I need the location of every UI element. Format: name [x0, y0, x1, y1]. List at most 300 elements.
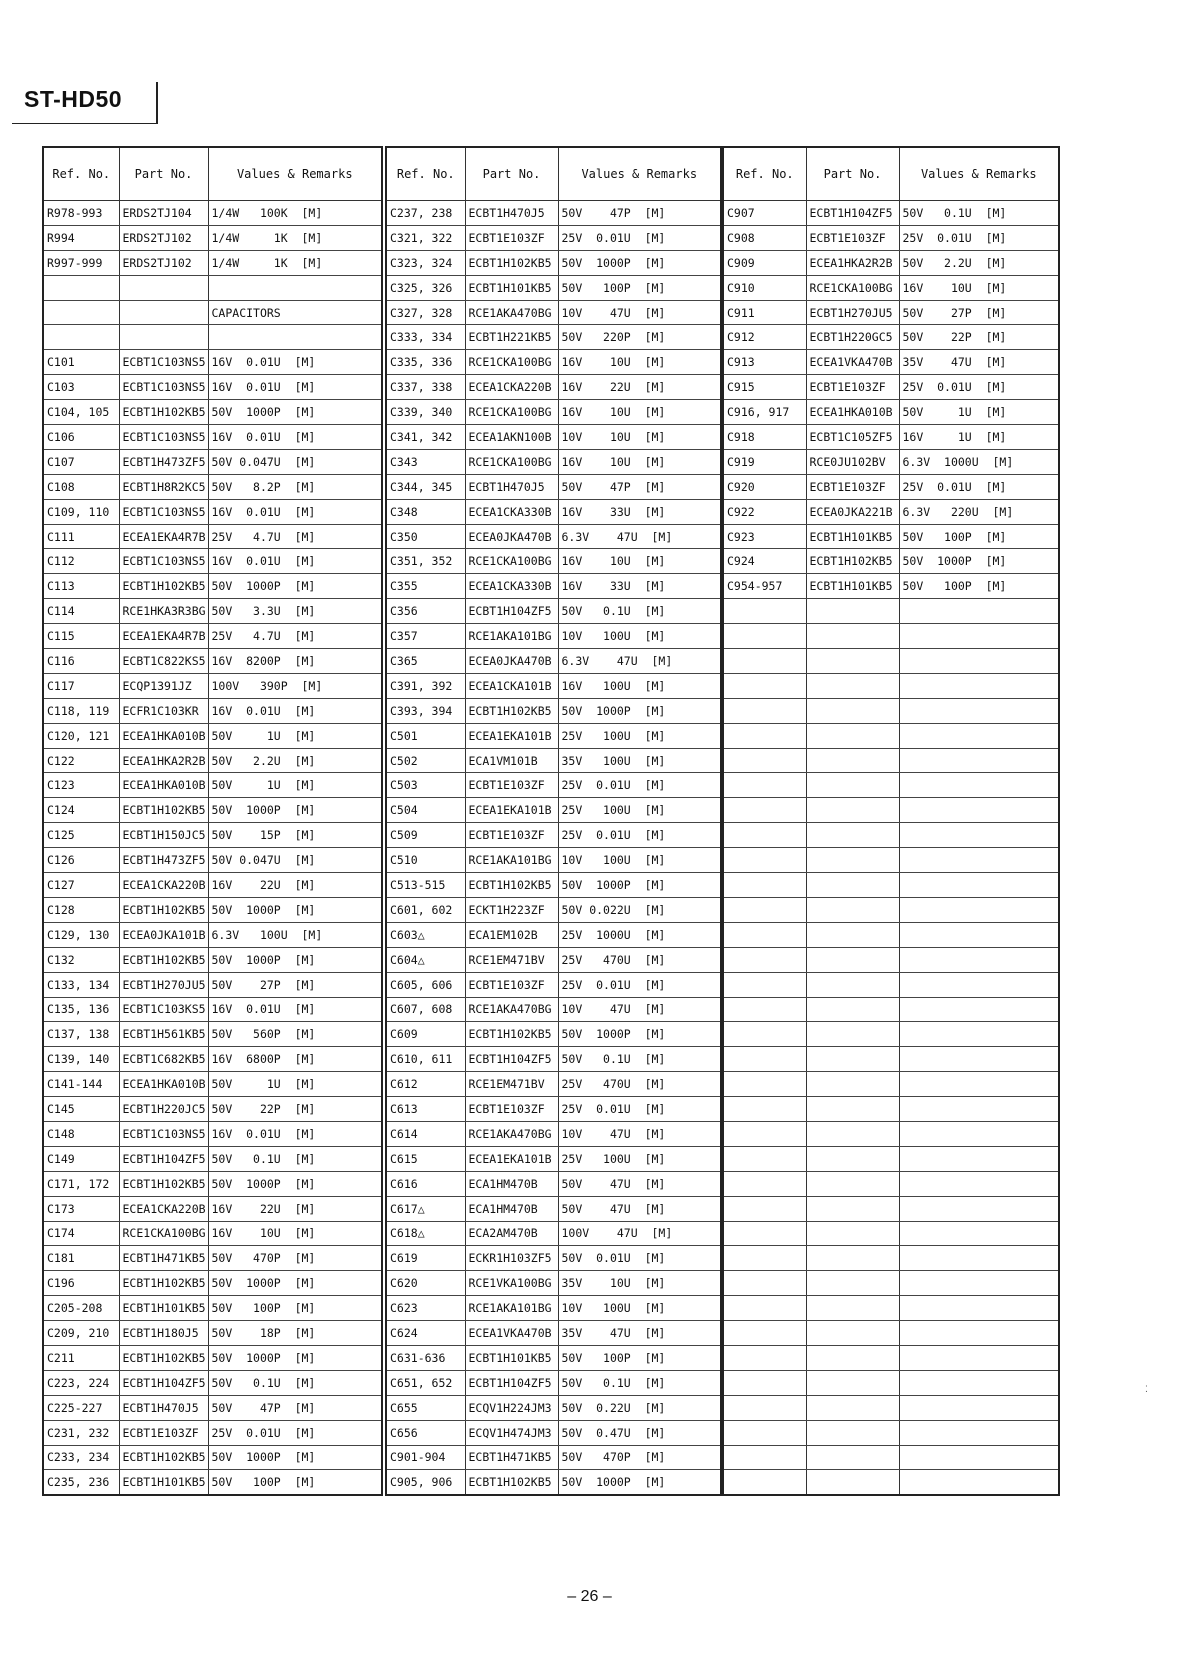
values-cell: 25V 0.01U [M]	[558, 225, 721, 250]
ref-no-cell	[723, 1221, 806, 1246]
table-row	[386, 624, 721, 649]
values-cell: 50V 100P [M]	[208, 1296, 382, 1321]
ref-no-cell: C501	[386, 723, 465, 748]
values-cell: 25V 100U [M]	[558, 1146, 721, 1171]
ref-no-cell: C350	[386, 524, 465, 549]
table-row	[723, 275, 1059, 300]
values-cell	[899, 1171, 1059, 1196]
ref-no-cell: C111	[43, 524, 119, 549]
table-row	[723, 225, 1059, 250]
table-row	[43, 947, 382, 972]
part-no-cell: ECBT1H102KB5	[119, 574, 208, 599]
ref-no-cell: C503	[386, 773, 465, 798]
table-row	[723, 1271, 1059, 1296]
table-row	[723, 1370, 1059, 1395]
ref-no-cell: C911	[723, 300, 806, 325]
ref-no-cell: C604△	[386, 947, 465, 972]
ref-no-cell: R994	[43, 225, 119, 250]
values-cell	[899, 922, 1059, 947]
table-row	[43, 499, 382, 524]
table-row	[43, 524, 382, 549]
ref-no-cell: C233, 234	[43, 1445, 119, 1470]
table-row	[43, 972, 382, 997]
part-no-cell	[806, 673, 899, 698]
table-row	[43, 1097, 382, 1122]
model-title: ST-HD50	[24, 86, 123, 112]
ref-no-cell: C123	[43, 773, 119, 798]
values-cell: 25V 1000U [M]	[558, 922, 721, 947]
table-row	[43, 624, 382, 649]
part-no-cell	[806, 1345, 899, 1370]
table-row	[723, 300, 1059, 325]
table-row	[43, 1171, 382, 1196]
ref-no-cell: C231, 232	[43, 1420, 119, 1445]
values-cell	[899, 1296, 1059, 1321]
part-no-cell: ECBT1H104ZF5	[465, 1370, 558, 1395]
ref-no-cell	[723, 897, 806, 922]
values-cell	[899, 698, 1059, 723]
values-cell: 16V 0.01U [M]	[208, 375, 382, 400]
ref-no-cell: C357	[386, 624, 465, 649]
ref-no-cell: C115	[43, 624, 119, 649]
part-no-cell: ECA1VM101B	[465, 748, 558, 773]
part-no-cell	[806, 1395, 899, 1420]
values-cell: 50V 1000P [M]	[208, 400, 382, 425]
part-no-cell: ECEA1EKA4R7B	[119, 524, 208, 549]
ref-no-cell: C104, 105	[43, 400, 119, 425]
table-row	[723, 972, 1059, 997]
ref-no-cell: C620	[386, 1271, 465, 1296]
table-row	[43, 798, 382, 823]
part-no-cell	[806, 599, 899, 624]
part-no-cell: ECBT1C682KB5	[119, 1047, 208, 1072]
part-no-cell: ECBT1H102KB5	[119, 400, 208, 425]
values-cell: 1/4W 1K [M]	[208, 225, 382, 250]
ref-no-cell	[723, 1072, 806, 1097]
table-row	[723, 673, 1059, 698]
table-row	[723, 698, 1059, 723]
table-row	[43, 599, 382, 624]
ref-no-cell: C919	[723, 449, 806, 474]
values-cell: 50V 100P [M]	[558, 275, 721, 300]
table-row	[723, 748, 1059, 773]
ref-no-cell	[723, 997, 806, 1022]
values-cell: 16V 100U [M]	[558, 673, 721, 698]
part-no-cell: ECEA1VKA470B	[465, 1321, 558, 1346]
values-cell	[208, 275, 382, 300]
table-row	[723, 649, 1059, 674]
part-no-cell: ECBT1C103NS5	[119, 1121, 208, 1146]
part-no-cell: RCE1AKA101BG	[465, 1296, 558, 1321]
values-cell	[899, 748, 1059, 773]
ref-no-cell: C141-144	[43, 1072, 119, 1097]
values-cell: 16V 8200P [M]	[208, 649, 382, 674]
part-no-cell: RCE1CKA100BG	[806, 275, 899, 300]
values-cell	[899, 1121, 1059, 1146]
values-cell: 25V 0.01U [M]	[899, 225, 1059, 250]
table-row	[723, 1171, 1059, 1196]
values-cell: 50V 1000P [M]	[208, 897, 382, 922]
part-no-cell	[806, 1445, 899, 1470]
values-cell	[899, 873, 1059, 898]
table-row	[723, 574, 1059, 599]
table-row	[723, 201, 1059, 226]
part-no-cell: ECEA1CKA330B	[465, 499, 558, 524]
table-row	[386, 1296, 721, 1321]
values-cell: 16V 0.01U [M]	[208, 425, 382, 450]
ref-no-cell: C356	[386, 599, 465, 624]
table-row	[723, 997, 1059, 1022]
part-no-cell: ECEA1CKA330B	[465, 574, 558, 599]
values-cell: 50V 470P [M]	[558, 1445, 721, 1470]
part-no-cell: ECEA1HKA010B	[806, 400, 899, 425]
values-cell: 50V 0.1U [M]	[208, 1370, 382, 1395]
part-no-cell: RCE1AKA470BG	[465, 300, 558, 325]
part-no-cell: ERDS2TJ104	[119, 201, 208, 226]
part-no-cell: ECQV1H224JM3	[465, 1395, 558, 1420]
table-row	[43, 275, 382, 300]
part-no-cell: ECA1HM470B	[465, 1171, 558, 1196]
ref-no-cell	[723, 1470, 806, 1495]
ref-no-cell: C341, 342	[386, 425, 465, 450]
table-row	[43, 848, 382, 873]
values-cell	[899, 1221, 1059, 1246]
values-cell	[899, 1196, 1059, 1221]
parts-table-left	[42, 146, 383, 1496]
table-row	[386, 375, 721, 400]
ref-no-cell	[723, 1296, 806, 1321]
table-row	[386, 1121, 721, 1146]
table-row	[386, 698, 721, 723]
values-cell: 50V 47P [M]	[208, 1395, 382, 1420]
part-no-cell	[806, 1146, 899, 1171]
part-no-cell: ECEA1EKA101B	[465, 798, 558, 823]
table-row	[723, 375, 1059, 400]
values-cell: 10V 100U [M]	[558, 1296, 721, 1321]
part-no-cell	[806, 823, 899, 848]
values-cell: 10V 100U [M]	[558, 848, 721, 873]
part-no-cell: RCE1CKA100BG	[465, 400, 558, 425]
table-row	[723, 1221, 1059, 1246]
ref-no-cell	[723, 848, 806, 873]
part-no-cell: ECBT1H102KB5	[465, 250, 558, 275]
table-row	[723, 250, 1059, 275]
part-no-cell: ECEA1CKA101B	[465, 673, 558, 698]
table-row	[386, 1345, 721, 1370]
table-row	[386, 599, 721, 624]
part-no-cell: RCE1AKA101BG	[465, 624, 558, 649]
values-cell: 25V 0.01U [M]	[558, 1097, 721, 1122]
values-cell: 16V 0.01U [M]	[208, 499, 382, 524]
part-no-cell: RCE1AKA101BG	[465, 848, 558, 873]
ref-no-cell: C149	[43, 1146, 119, 1171]
part-no-cell: ECBT1H102KB5	[806, 549, 899, 574]
table-row	[43, 897, 382, 922]
part-no-cell	[806, 748, 899, 773]
part-no-cell: ECBT1E103ZF	[465, 773, 558, 798]
values-cell: 1/4W 1K [M]	[208, 250, 382, 275]
part-no-cell	[806, 873, 899, 898]
values-cell: 16V 0.01U [M]	[208, 549, 382, 574]
values-cell: 50V 560P [M]	[208, 1022, 382, 1047]
values-cell: 50V 0.022U [M]	[558, 897, 721, 922]
part-no-cell: ECBT1H104ZF5	[465, 1047, 558, 1072]
values-cell: 10V 100U [M]	[558, 624, 721, 649]
table-row	[723, 1196, 1059, 1221]
part-no-cell: ECEA1CKA220B	[119, 1196, 208, 1221]
values-cell	[899, 649, 1059, 674]
ref-no-cell: C135, 136	[43, 997, 119, 1022]
part-no-cell: ECBT1H102KB5	[119, 798, 208, 823]
table-row	[43, 1271, 382, 1296]
part-no-cell: ECEA1VKA470B	[806, 350, 899, 375]
values-cell: 50V 1000P [M]	[208, 798, 382, 823]
ref-no-cell: C114	[43, 599, 119, 624]
part-no-cell	[806, 698, 899, 723]
ref-no-cell: C126	[43, 848, 119, 873]
ref-no-cell: C607, 608	[386, 997, 465, 1022]
part-no-cell: ECEA0JKA470B	[465, 649, 558, 674]
table-row	[43, 1196, 382, 1221]
ref-no-cell: C129, 130	[43, 922, 119, 947]
part-no-cell: ECBT1H473ZF5	[119, 449, 208, 474]
values-cell: 50V 0.1U [M]	[558, 1370, 721, 1395]
values-cell: 50V 0.1U [M]	[558, 599, 721, 624]
part-no-cell: ERDS2TJ102	[119, 250, 208, 275]
part-no-cell: ECEA1EKA101B	[465, 1146, 558, 1171]
ref-no-cell: C196	[43, 1271, 119, 1296]
ref-no-cell: C391, 392	[386, 673, 465, 698]
part-no-cell: ECKT1H223ZF	[465, 897, 558, 922]
part-no-cell: ECBT1H102KB5	[119, 1445, 208, 1470]
ref-no-cell: C502	[386, 748, 465, 773]
part-no-cell: RCE1CKA100BG	[465, 449, 558, 474]
ref-no-cell: C909	[723, 250, 806, 275]
values-cell: 50V 15P [M]	[208, 823, 382, 848]
ref-no-cell: C125	[43, 823, 119, 848]
table-row	[723, 325, 1059, 350]
table-row	[386, 524, 721, 549]
part-no-cell: ECBT1H101KB5	[465, 275, 558, 300]
table-row	[386, 1246, 721, 1271]
ref-no-cell	[43, 275, 119, 300]
part-no-cell: ECBT1H102KB5	[465, 1022, 558, 1047]
ref-no-cell: C901-904	[386, 1445, 465, 1470]
table-row	[43, 748, 382, 773]
table-row	[43, 1321, 382, 1346]
table-row	[386, 897, 721, 922]
values-cell: 50V 1000P [M]	[558, 873, 721, 898]
table-row	[386, 574, 721, 599]
table-row	[43, 325, 382, 350]
table-row	[386, 947, 721, 972]
part-no-cell: ECQV1H474JM3	[465, 1420, 558, 1445]
ref-no-cell	[723, 1445, 806, 1470]
part-no-cell: RCE0JU102BV	[806, 449, 899, 474]
values-cell: 25V 0.01U [M]	[899, 474, 1059, 499]
values-cell: 50V 1000P [M]	[558, 250, 721, 275]
part-no-cell: ECBT1H104ZF5	[119, 1146, 208, 1171]
table-row	[386, 1146, 721, 1171]
part-no-cell: ECBT1C103NS5	[119, 375, 208, 400]
values-cell: 100V 47U [M]	[558, 1221, 721, 1246]
table-row	[386, 1097, 721, 1122]
table-row	[386, 400, 721, 425]
ref-no-cell: C339, 340	[386, 400, 465, 425]
ref-no-cell: C915	[723, 375, 806, 400]
part-no-cell: ECBT1E103ZF	[465, 972, 558, 997]
table-row	[43, 1470, 382, 1495]
values-cell	[899, 798, 1059, 823]
table-row	[43, 1296, 382, 1321]
ref-no-cell: C355	[386, 574, 465, 599]
ref-no-cell: C923	[723, 524, 806, 549]
ref-no-cell	[723, 823, 806, 848]
ref-no-cell: C605, 606	[386, 972, 465, 997]
values-cell	[899, 1047, 1059, 1072]
table-row	[43, 723, 382, 748]
part-no-cell	[806, 649, 899, 674]
ref-no-cell: C614	[386, 1121, 465, 1146]
part-no-cell: ECBT1C103KS5	[119, 997, 208, 1022]
ref-no-cell: C103	[43, 375, 119, 400]
part-no-cell	[806, 897, 899, 922]
table-row	[43, 1072, 382, 1097]
part-no-cell	[806, 1196, 899, 1221]
table-row	[723, 400, 1059, 425]
values-cell: 10V 47U [M]	[558, 1121, 721, 1146]
table-row	[386, 649, 721, 674]
ref-no-cell	[723, 1345, 806, 1370]
part-no-cell	[806, 1047, 899, 1072]
table-row	[723, 549, 1059, 574]
values-cell: 50V 0.47U [M]	[558, 1420, 721, 1445]
table-row	[723, 873, 1059, 898]
part-no-cell: ECBT1C103NS5	[119, 350, 208, 375]
ref-no-cell: C609	[386, 1022, 465, 1047]
table-row	[43, 225, 382, 250]
ref-no-cell: C124	[43, 798, 119, 823]
table-row	[43, 300, 382, 325]
part-no-cell: ECEA1CKA220B	[119, 873, 208, 898]
values-cell: 10V 47U [M]	[558, 997, 721, 1022]
ref-no-cell	[43, 300, 119, 325]
values-cell: 25V 0.01U [M]	[558, 972, 721, 997]
values-cell: 25V 100U [M]	[558, 798, 721, 823]
table-row	[723, 773, 1059, 798]
table-row	[723, 599, 1059, 624]
part-no-cell	[119, 300, 208, 325]
ref-no-cell	[723, 649, 806, 674]
values-cell: 16V 22U [M]	[208, 1196, 382, 1221]
part-no-cell: ECBT1H102KB5	[119, 1271, 208, 1296]
part-no-cell: ECBT1H101KB5	[119, 1296, 208, 1321]
part-no-cell	[806, 773, 899, 798]
table-row	[386, 673, 721, 698]
table-row	[723, 1072, 1059, 1097]
table-row	[386, 1445, 721, 1470]
part-no-cell: ECBT1H270JU5	[119, 972, 208, 997]
table-row	[386, 275, 721, 300]
ref-no-cell: C337, 338	[386, 375, 465, 400]
ref-no-cell: C601, 602	[386, 897, 465, 922]
values-cell: 6.3V 220U [M]	[899, 499, 1059, 524]
ref-no-header: Ref. No.	[723, 147, 806, 201]
table-row	[43, 1146, 382, 1171]
part-no-cell: ECBT1H104ZF5	[806, 201, 899, 226]
part-no-cell: ECBT1H221KB5	[465, 325, 558, 350]
part-no-cell: ECFR1C103KR	[119, 698, 208, 723]
part-no-cell: ECBT1H220JC5	[119, 1097, 208, 1122]
values-cell: 16V 1U [M]	[899, 425, 1059, 450]
part-no-cell	[806, 997, 899, 1022]
ref-no-cell: C619	[386, 1246, 465, 1271]
part-no-cell: RCE1VKA100BG	[465, 1271, 558, 1296]
part-no-cell	[806, 1321, 899, 1346]
ref-no-cell: C108	[43, 474, 119, 499]
table-row	[386, 1395, 721, 1420]
ref-no-cell: C133, 134	[43, 972, 119, 997]
table-row	[386, 225, 721, 250]
part-no-cell	[806, 798, 899, 823]
part-no-cell	[806, 1022, 899, 1047]
values-cell: 50V 100P [M]	[899, 574, 1059, 599]
table-row	[723, 474, 1059, 499]
values-cell: 6.3V 47U [M]	[558, 524, 721, 549]
values-cell	[899, 1072, 1059, 1097]
part-no-cell: ECBT1C103NS5	[119, 549, 208, 574]
values-cell: 35V 47U [M]	[558, 1321, 721, 1346]
table-row	[723, 1022, 1059, 1047]
part-no-header: Part No.	[806, 147, 899, 201]
ref-no-header: Ref. No.	[386, 147, 465, 201]
ref-no-cell: C109, 110	[43, 499, 119, 524]
ref-no-cell: C616	[386, 1171, 465, 1196]
table-row	[43, 823, 382, 848]
ref-no-cell: C118, 119	[43, 698, 119, 723]
ref-no-cell: C393, 394	[386, 698, 465, 723]
part-no-cell: RCE1HKA3R3BG	[119, 599, 208, 624]
part-no-cell: ECKR1H103ZF5	[465, 1246, 558, 1271]
title-divider-horizontal	[12, 123, 158, 124]
table-row	[43, 698, 382, 723]
table-row	[386, 848, 721, 873]
values-cell: 50V 1000P [M]	[208, 574, 382, 599]
part-no-cell: ECBT1H561KB5	[119, 1022, 208, 1047]
table-row	[386, 1420, 721, 1445]
values-cell: 10V 10U [M]	[558, 425, 721, 450]
part-no-header: Part No.	[119, 147, 208, 201]
table-row	[386, 201, 721, 226]
ref-no-cell: C113	[43, 574, 119, 599]
ref-no-cell	[723, 1146, 806, 1171]
ref-no-cell	[723, 599, 806, 624]
ref-no-cell: C106	[43, 425, 119, 450]
table-row	[386, 449, 721, 474]
values-cell: 35V 47U [M]	[899, 350, 1059, 375]
values-cell: CAPACITORS	[208, 300, 382, 325]
values-cell: 16V 0.01U [M]	[208, 1121, 382, 1146]
table-row	[386, 773, 721, 798]
values-cell: 50V 47U [M]	[558, 1171, 721, 1196]
table-row	[723, 425, 1059, 450]
values-cell: 50V 1000P [M]	[558, 698, 721, 723]
ref-no-cell: C171, 172	[43, 1171, 119, 1196]
ref-no-cell: C205-208	[43, 1296, 119, 1321]
ref-no-cell: C174	[43, 1221, 119, 1246]
part-no-cell: RCE1EM471BV	[465, 947, 558, 972]
table-row	[43, 375, 382, 400]
